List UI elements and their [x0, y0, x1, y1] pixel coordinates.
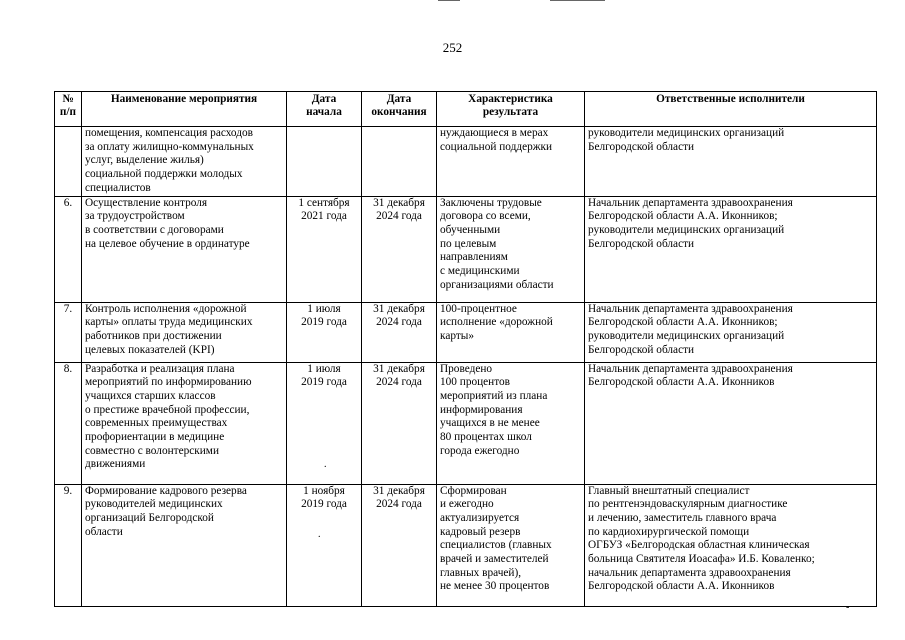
cell-end-date-line: 31 декабря: [373, 362, 425, 375]
cell-result-line: врачей и заместителей: [440, 553, 549, 566]
cell-event-name-line: о престиже врачебной профессии,: [85, 403, 250, 416]
cell-end-date: [362, 302, 437, 362]
cell-result-line: 100 процентов: [440, 376, 510, 389]
cell-result-line: с медицинскими: [440, 265, 520, 278]
events-table: [54, 91, 877, 607]
cell-event-name-line: мероприятий по информированию: [85, 376, 252, 389]
cell-result-line: и ежегодно: [440, 498, 494, 511]
cell-result-line: обученными: [440, 223, 501, 236]
table-row: [55, 484, 877, 606]
cell-responsible-line: больница Святителя Иоасафа» И.Б. Коваленко;: [588, 553, 815, 566]
cell-num: 7.: [55, 302, 82, 362]
cell-end-date-line: 2024 года: [376, 210, 422, 223]
cell-event-name-line: целевых показателей (KPI): [85, 343, 215, 356]
cell-responsible-line: Начальник департамента здравоохранения: [588, 362, 793, 375]
cell-start-date-line: 1 июля: [307, 302, 341, 315]
header-result-line: результата: [482, 105, 539, 118]
cell-start-date: [287, 484, 362, 606]
cell-end-date: [362, 196, 437, 302]
cell-event-name-line: социальной поддержки молодых: [85, 168, 243, 181]
cell-event-name-line: за трудоустройством: [85, 210, 185, 223]
cell-responsible-line: руководители медицинских организаций: [588, 127, 785, 139]
table-header-row: [55, 92, 877, 127]
cell-start-date: [287, 196, 362, 302]
header-end-line: Дата: [386, 93, 412, 105]
scan-dot: -: [846, 602, 850, 613]
cell-start-date-line: 1 июля: [307, 362, 341, 375]
header-start-line: начала: [306, 105, 342, 118]
header-start-line: Дата: [311, 93, 337, 105]
cell-result-line: исполнение «дорожной: [440, 316, 553, 329]
cell-event-name-line: помещения, компенсация расходов: [85, 127, 253, 139]
table-row: [55, 127, 877, 197]
cell-result-line: направлениям: [440, 251, 508, 264]
cell-event-name-line: в соответствии с договорами: [85, 223, 224, 236]
cell-event-name: [82, 196, 287, 302]
cell-end-date: [362, 484, 437, 606]
cell-start-date-line: 2019 года: [301, 316, 347, 329]
cell-end-date: [362, 362, 437, 484]
cell-result-line: 80 процентах школ: [440, 431, 532, 444]
cell-event-name: [82, 127, 287, 197]
cell-result-line: актуализируется: [440, 511, 520, 524]
cell-end-date: [362, 127, 437, 197]
cell-num: 8.: [55, 362, 82, 484]
cell-result-line: города ежегодно: [440, 444, 520, 457]
cell-start-date-line: 2021 года: [301, 210, 347, 223]
cell-event-name-line: специалистов: [85, 181, 151, 194]
cell-result-line: по целевым: [440, 237, 497, 250]
cell-result-line: Проведено: [440, 362, 493, 375]
cell-responsible-line: Начальник департамента здравоохранения: [588, 302, 793, 315]
cell-result-line: мероприятий из плана: [440, 389, 548, 402]
table-row: [55, 302, 877, 362]
cell-result: [437, 362, 585, 484]
table-row: [55, 196, 877, 302]
cell-responsible-line: Белгородской области: [588, 343, 695, 356]
cell-responsible-line: и лечению, заместитель главного врача: [588, 511, 777, 524]
cell-responsible-line: Главный внештатный специалист: [588, 484, 750, 497]
cell-result-line: нуждающиеся в мерах: [440, 127, 549, 139]
cell-result-line: кадровый резерв: [440, 525, 521, 538]
cell-responsible-line: руководители медицинских организаций: [588, 329, 785, 342]
cell-responsible-line: Белгородской области: [588, 237, 695, 250]
header-result-line: Характеристика: [468, 93, 553, 105]
cell-start-date-line: 2019 года: [301, 498, 347, 511]
cell-num: [55, 127, 82, 197]
cell-end-date-line: 2024 года: [376, 376, 422, 389]
cell-event-name-line: руководителей медицинских: [85, 498, 223, 511]
cell-result: [437, 196, 585, 302]
cell-num: 6.: [55, 196, 82, 302]
header-result: [437, 92, 585, 127]
cell-start-date-line: 1 сентября: [298, 196, 350, 209]
cell-event-name: [82, 362, 287, 484]
cell-responsible-line: по рентгенэндоваскулярным диагностике: [588, 498, 788, 511]
cell-event-name-line: организаций Белгородской: [85, 511, 214, 524]
cell-result: [437, 127, 585, 197]
header-start-date: [287, 92, 362, 127]
cell-event-name-line: Осуществление контроля: [85, 196, 208, 209]
cell-event-name-line: совместно с волонтерскими: [85, 444, 219, 457]
cell-result-line: информирования: [440, 403, 523, 416]
cell-result-line: договора со всеми,: [440, 210, 531, 223]
cell-result-line: карты»: [440, 329, 475, 342]
cell-result-line: специалистов (главных: [440, 539, 552, 552]
cell-result-line: Сформирован: [440, 484, 507, 497]
cell-event-name-line: работников при достижении: [85, 329, 222, 342]
cell-start-date-line: 2019 года: [301, 376, 347, 389]
cell-responsible: [585, 127, 877, 197]
cell-event-name-line: движениями: [85, 458, 146, 471]
cell-event-name-line: Контроль исполнения «дорожной: [85, 302, 247, 315]
cell-result-line: организациями области: [440, 278, 554, 291]
cell-end-date-line: 31 декабря: [373, 484, 425, 497]
cell-num: 9.: [55, 484, 82, 606]
cell-event-name-line: области: [85, 525, 123, 538]
header-name-line: Наименование мероприятия: [110, 93, 258, 105]
cell-event-name-line: современных преимуществах: [85, 417, 228, 430]
cell-result-line: Заключены трудовые: [440, 196, 542, 209]
cell-responsible-line: Белгородской области А.А. Иконников: [588, 580, 775, 593]
cell-responsible-line: начальник департамента здравоохранения: [588, 566, 791, 579]
cell-responsible: [585, 302, 877, 362]
header-num-line: №: [62, 93, 74, 105]
cell-result: [437, 302, 585, 362]
cell-responsible-line: Белгородской области А.А. Иконников: [588, 376, 775, 389]
cell-end-date-line: 31 декабря: [373, 302, 425, 315]
cell-result-line: не менее 30 процентов: [440, 580, 550, 593]
cell-event-name-line: профориентации в медицине: [85, 431, 225, 444]
cell-end-date-line: 2024 года: [376, 498, 422, 511]
scan-dot: .: [324, 459, 327, 470]
header-name: [82, 92, 287, 127]
cell-event-name-line: за оплату жилищно-коммунальных: [85, 140, 254, 153]
cell-responsible-line: руководители медицинских организаций: [588, 223, 785, 236]
header-responsible: [585, 92, 877, 127]
cell-end-date-line: 31 декабря: [373, 196, 425, 209]
cell-responsible-line: Белгородской области: [588, 140, 695, 153]
cell-start-date-line: 1 ноября: [303, 484, 345, 497]
page-number: 252: [442, 40, 463, 55]
header-num: [55, 92, 82, 127]
header-end-line: окончания: [371, 105, 427, 118]
header-resp-line: Ответственные исполнители: [656, 93, 805, 105]
cell-event-name: [82, 302, 287, 362]
cell-responsible-line: Белгородской области А.А. Иконников;: [588, 210, 778, 223]
cell-responsible: [585, 196, 877, 302]
cell-result-line: главных врачей),: [440, 566, 522, 579]
cell-event-name-line: услуг, выделение жилья): [85, 154, 204, 167]
cell-responsible-line: по кардиохирургической помощи: [588, 525, 750, 538]
cell-result-line: социальной поддержки: [440, 140, 553, 153]
table-row: [55, 362, 877, 484]
header-num-line: п/п: [59, 105, 77, 118]
cell-event-name-line: учащихся старших классов: [85, 389, 216, 402]
cell-result: [437, 484, 585, 606]
cell-responsible: [585, 362, 877, 484]
scan-top-marks: [430, 0, 620, 2]
cell-event-name-line: Формирование кадрового резерва: [85, 484, 247, 497]
cell-result-line: учащихся в не менее: [440, 417, 540, 430]
cell-start-date: [287, 302, 362, 362]
cell-start-date: [287, 127, 362, 197]
cell-event-name-line: карты» оплаты труда медицинских: [85, 316, 253, 329]
header-end-date: [362, 92, 437, 127]
scan-dot: .: [318, 529, 321, 540]
cell-event-name: [82, 484, 287, 606]
cell-end-date-line: 2024 года: [376, 316, 422, 329]
cell-result-line: 100-процентное: [440, 302, 517, 315]
cell-responsible-line: Начальник департамента здравоохранения: [588, 196, 793, 209]
cell-responsible: [585, 484, 877, 606]
cell-responsible-line: ОГБУЗ «Белгородская областная клиническая: [588, 539, 810, 552]
cell-event-name-line: Разработка и реализация плана: [85, 362, 235, 375]
cell-responsible-line: Белгородской области А.А. Иконников;: [588, 316, 778, 329]
cell-event-name-line: на целевое обучение в ординатуре: [85, 237, 250, 250]
